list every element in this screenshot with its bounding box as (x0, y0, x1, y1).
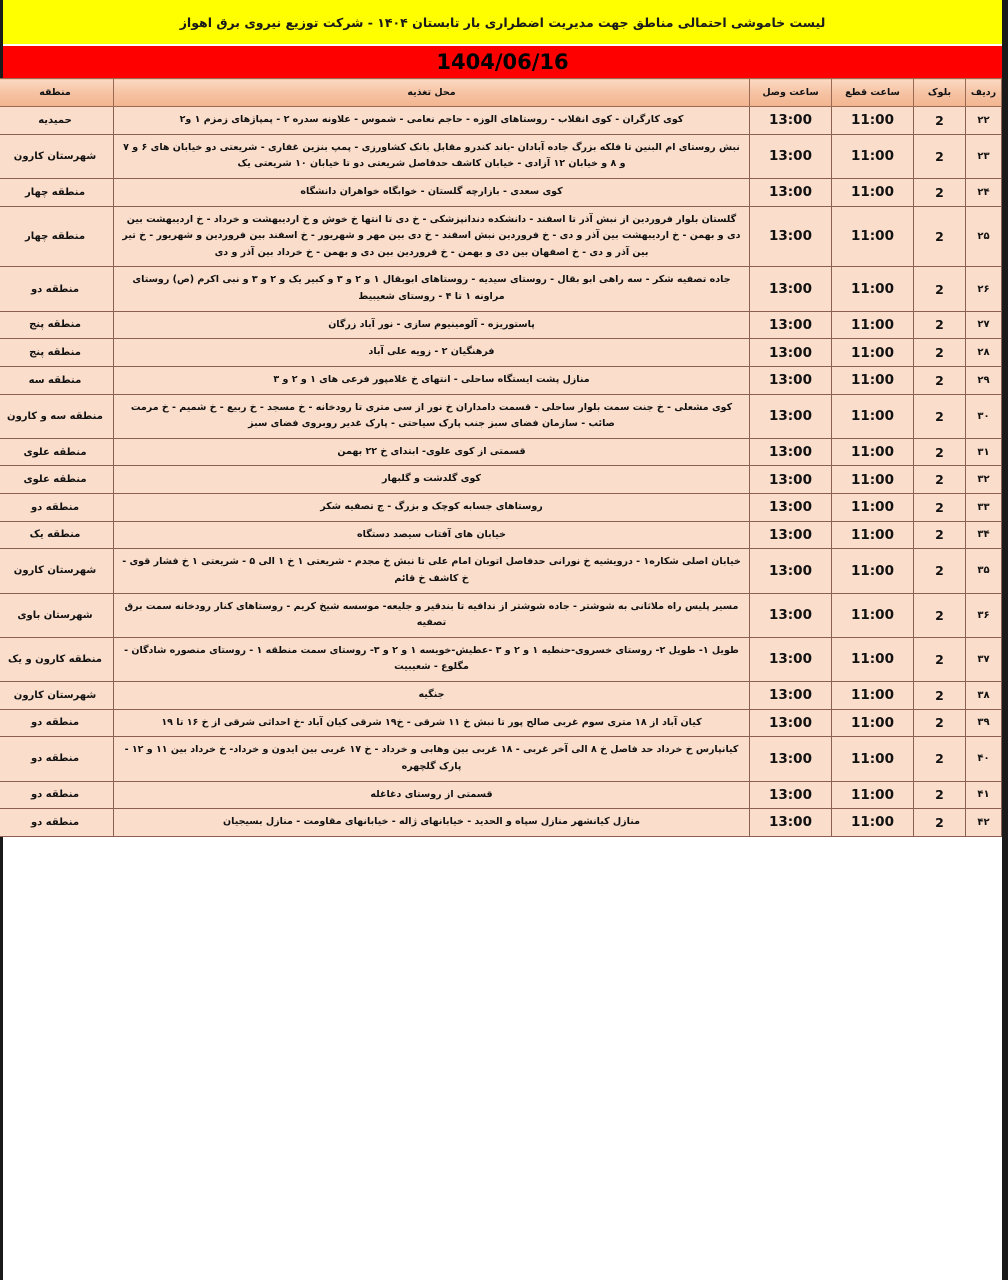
cell-block: 2 (914, 549, 966, 593)
cell-block: 2 (914, 682, 966, 710)
cell-description: کوی مشعلی - خ جنت سمت بلوار ساحلی - قسمت دامداران خ نور از سی متری تا رودخانه - خ مسجد - خ ربیع - خ شمیم - خ مرمت صائب - سازمان فضای سبز جنب پارک سیاحتی - پارک غدیر روبروی فضای سبز (114, 394, 750, 438)
table-header-row (0, 79, 1002, 107)
table-row (0, 809, 1002, 837)
cell-on-time: 13:00 (750, 394, 832, 438)
cell-on-time: 13:00 (750, 107, 832, 135)
cell-block: 2 (914, 809, 966, 837)
cell-description: قسمتی از کوی علوی- ابتدای خ ۲۲ بهمن (114, 438, 750, 466)
page-title: لیست خاموشی احتمالی مناطق جهت مدیریت اضطراری بار تابستان ۱۴۰۴ - شرکت توزیع نیروی برق اهواز (179, 14, 826, 30)
cell-row-number: ۲۸ (966, 339, 1002, 367)
cell-on-time: 13:00 (750, 206, 832, 267)
title-banner (3, 0, 1002, 46)
cell-description: کیانپارس خ خرداد حد فاصل خ ۸ الی آخر غربی - ۱۸ غربی بین وهابی و خرداد - خ ۱۷ غربی بین ایدون و خرداد- خ خرداد بین ۱۱ و ۱۲ - پارک گلچهره (114, 737, 750, 781)
table-row (0, 637, 1002, 681)
table-row (0, 438, 1002, 466)
cell-on-time: 13:00 (750, 781, 832, 809)
cell-row-number: ۳۵ (966, 549, 1002, 593)
cell-row-number: ۴۰ (966, 737, 1002, 781)
table-row (0, 311, 1002, 339)
schedule-date: 1404/06/16 (436, 50, 569, 74)
table-row (0, 339, 1002, 367)
cell-block: 2 (914, 339, 966, 367)
cell-block: 2 (914, 267, 966, 311)
cell-off-time: 11:00 (832, 682, 914, 710)
table-row (0, 366, 1002, 394)
cell-on-time: 13:00 (750, 494, 832, 522)
cell-off-time: 11:00 (832, 366, 914, 394)
cell-off-time: 11:00 (832, 637, 914, 681)
cell-on-time: 13:00 (750, 134, 832, 178)
cell-row-number: ۳۶ (966, 593, 1002, 637)
cell-region: منطقه پنج (0, 339, 114, 367)
cell-block: 2 (914, 107, 966, 135)
table-row (0, 682, 1002, 710)
cell-off-time: 11:00 (832, 178, 914, 206)
cell-description: طویل ۱- طویل ۲- روستای خسروی-حنطیه ۱ و ۲ و ۳ -عطیش-خویسه ۱ و ۲ و ۳- روستای سمت منطقه ۱ - روستای منصوره شادگان - مگلوع - شعیبیت (114, 637, 750, 681)
column-header-row: ردیف (966, 79, 1002, 107)
cell-off-time: 11:00 (832, 267, 914, 311)
cell-off-time: 11:00 (832, 339, 914, 367)
cell-block: 2 (914, 521, 966, 549)
column-header-description: محل تغذیه (114, 79, 750, 107)
cell-on-time: 13:00 (750, 438, 832, 466)
cell-on-time: 13:00 (750, 366, 832, 394)
cell-block: 2 (914, 394, 966, 438)
cell-on-time: 13:00 (750, 682, 832, 710)
cell-on-time: 13:00 (750, 267, 832, 311)
cell-off-time: 11:00 (832, 781, 914, 809)
cell-description: فرهنگیان ۲ - زویه علی آباد (114, 339, 750, 367)
cell-block: 2 (914, 134, 966, 178)
cell-description: پاستوریزه - آلومینیوم سازی - نور آباد زرگان (114, 311, 750, 339)
cell-region: منطقه دو (0, 267, 114, 311)
cell-row-number: ۲۶ (966, 267, 1002, 311)
cell-row-number: ۳۷ (966, 637, 1002, 681)
cell-block: 2 (914, 178, 966, 206)
cell-description: منازل کیانشهر منازل سپاه و الحدید - خیابانهای ژاله - خیابانهای مقاومت - منازل بسیجیان (114, 809, 750, 837)
cell-on-time: 13:00 (750, 521, 832, 549)
cell-region: حمیدیه (0, 107, 114, 135)
cell-region: منطقه علوی (0, 466, 114, 494)
table-row (0, 178, 1002, 206)
cell-on-time: 13:00 (750, 737, 832, 781)
table-row (0, 206, 1002, 267)
cell-row-number: ۳۴ (966, 521, 1002, 549)
cell-description: جاده تصفیه شکر - سه راهی ابو بقال - روستای سیدیه - روستاهای ابوبقال ۱ و ۲ و ۳ و کبیر یک و ۲ و ۳ و نبی اکرم (ص) روستای مراونه ۱ تا ۴ - روستای شعیبیط (114, 267, 750, 311)
cell-region: منطقه چهار (0, 206, 114, 267)
cell-region: منطقه سه (0, 366, 114, 394)
table-row (0, 737, 1002, 781)
cell-description: قسمتی از روستای دغاغله (114, 781, 750, 809)
outage-table (0, 78, 1002, 837)
cell-region: شهرستان کارون (0, 682, 114, 710)
cell-off-time: 11:00 (832, 593, 914, 637)
cell-off-time: 11:00 (832, 809, 914, 837)
cell-off-time: 11:00 (832, 466, 914, 494)
cell-on-time: 13:00 (750, 709, 832, 737)
cell-row-number: ۳۰ (966, 394, 1002, 438)
cell-row-number: ۳۸ (966, 682, 1002, 710)
cell-region: منطقه دو (0, 709, 114, 737)
cell-row-number: ۳۹ (966, 709, 1002, 737)
cell-block: 2 (914, 593, 966, 637)
table-row (0, 521, 1002, 549)
cell-region: منطقه دو (0, 737, 114, 781)
cell-off-time: 11:00 (832, 438, 914, 466)
cell-on-time: 13:00 (750, 339, 832, 367)
cell-block: 2 (914, 781, 966, 809)
cell-region: منطقه دو (0, 494, 114, 522)
column-header-on-time: ساعت وصل (750, 79, 832, 107)
cell-block: 2 (914, 737, 966, 781)
cell-off-time: 11:00 (832, 709, 914, 737)
cell-region: منطقه علوی (0, 438, 114, 466)
cell-block: 2 (914, 494, 966, 522)
cell-row-number: ۳۲ (966, 466, 1002, 494)
cell-on-time: 13:00 (750, 311, 832, 339)
cell-off-time: 11:00 (832, 521, 914, 549)
cell-region: شهرستان کارون (0, 134, 114, 178)
cell-region: شهرستان باوی (0, 593, 114, 637)
cell-block: 2 (914, 366, 966, 394)
cell-row-number: ۳۱ (966, 438, 1002, 466)
cell-region: منطقه چهار (0, 178, 114, 206)
cell-region: منطقه یک (0, 521, 114, 549)
cell-on-time: 13:00 (750, 593, 832, 637)
cell-block: 2 (914, 206, 966, 267)
column-header-block: بلوک (914, 79, 966, 107)
cell-description: منازل پشت ایستگاه ساحلی - انتهای خ غلامپور فرعی های ۱ و ۲ و ۳ (114, 366, 750, 394)
cell-description: نبش روستای ام البنین تا فلکه بزرگ جاده آبادان -باند کندرو مقابل بانک کشاورزی - پمپ بنزین غفاری - شریعتی دو خیابان های ۶ و ۷ و ۸ و خیابان ۱۲ آزادی - خیابان کاشف حدفاصل شریعتی دو تا خیابان ۱۰ شریعتی یک (114, 134, 750, 178)
cell-block: 2 (914, 709, 966, 737)
cell-description: گلستان بلوار فروردین از نبش آذر تا اسفند - دانشکده دندانپزشکی - خ دی تا انتها خ خوش و خ اردیبهشت و خرداد - خ اردیبهشت بین دی و بهمن - خ اردیبهشت بین آذر و دی - خ فروردین نبش اسفند - خ دی بین مهر و شهریور - خ اسفند بین فروردین و شهریور - خ تیر بین آذر و دی - خ اصفهان بین دی و بهمن - خ فروردین بین دی و بهمن - خ خرداد بین آذر و دی (114, 206, 750, 267)
table-row (0, 267, 1002, 311)
table-body (0, 107, 1002, 837)
cell-row-number: ۲۴ (966, 178, 1002, 206)
cell-row-number: ۲۲ (966, 107, 1002, 135)
cell-description: کوی گلدشت و گلبهار (114, 466, 750, 494)
cell-description: جنگیه (114, 682, 750, 710)
cell-row-number: ۳۳ (966, 494, 1002, 522)
cell-off-time: 11:00 (832, 107, 914, 135)
date-banner (3, 46, 1002, 78)
cell-region: منطقه دو (0, 781, 114, 809)
cell-block: 2 (914, 311, 966, 339)
cell-off-time: 11:00 (832, 737, 914, 781)
table-row (0, 394, 1002, 438)
cell-off-time: 11:00 (832, 134, 914, 178)
cell-on-time: 13:00 (750, 178, 832, 206)
cell-region: شهرستان کارون (0, 549, 114, 593)
cell-row-number: ۲۹ (966, 366, 1002, 394)
cell-row-number: ۲۳ (966, 134, 1002, 178)
cell-off-time: 11:00 (832, 206, 914, 267)
cell-block: 2 (914, 466, 966, 494)
cell-on-time: 13:00 (750, 466, 832, 494)
table-row (0, 781, 1002, 809)
table-row (0, 709, 1002, 737)
table-row (0, 134, 1002, 178)
cell-description: کوی کارگران - کوی انقلاب - روستاهای الوزه - حاجم نعامی - شموس - علاونه سدره ۲ - پمپاژهای زمزم ۱ و۲ (114, 107, 750, 135)
cell-off-time: 11:00 (832, 394, 914, 438)
cell-description: روستاهای جسابه کوچک و بزرگ - ج تصفیه شکر (114, 494, 750, 522)
table-row (0, 494, 1002, 522)
cell-off-time: 11:00 (832, 494, 914, 522)
cell-region: منطقه پنج (0, 311, 114, 339)
cell-on-time: 13:00 (750, 549, 832, 593)
table-row (0, 593, 1002, 637)
cell-row-number: ۲۵ (966, 206, 1002, 267)
table-row (0, 549, 1002, 593)
cell-off-time: 11:00 (832, 311, 914, 339)
cell-region: منطقه سه و کارون (0, 394, 114, 438)
cell-row-number: ۴۲ (966, 809, 1002, 837)
column-header-off-time: ساعت قطع (832, 79, 914, 107)
cell-on-time: 13:00 (750, 637, 832, 681)
cell-off-time: 11:00 (832, 549, 914, 593)
cell-description: کوی سعدی - بازارچه گلستان - خوابگاه خواهران دانشگاه (114, 178, 750, 206)
cell-description: کیان آباد از ۱۸ متری سوم غربی صالح پور تا نبش خ ۱۱ شرقی - خ۱۹ شرقی کیان آباد -خ احداثی شرقی از خ ۱۶ تا ۱۹ (114, 709, 750, 737)
cell-region: منطقه دو (0, 809, 114, 837)
cell-block: 2 (914, 637, 966, 681)
cell-description: مسیر پلیس راه ملاثانی به شوشتر - جاده شوشتر از ندافیه تا بندقیر و جلیعه- موسسه شیخ کریم - روستاهای کنار رودخانه سمت برق تصفیه (114, 593, 750, 637)
cell-description: خیابان های آفتاب سیصد دستگاه (114, 521, 750, 549)
table-row (0, 466, 1002, 494)
cell-block: 2 (914, 438, 966, 466)
cell-row-number: ۲۷ (966, 311, 1002, 339)
column-header-region: منطقه (0, 79, 114, 107)
cell-on-time: 13:00 (750, 809, 832, 837)
cell-region: منطقه کارون و یک (0, 637, 114, 681)
table-row (0, 107, 1002, 135)
cell-description: خیابان اصلی شکاره۱ - درویشیه خ نورانی حدفاصل اتوبان امام علی تا نبش خ مجدم - شریعتی ۱ خ ۱ الی ۵ - شریعتی ۱ خ فشار قوی - خ کاشف خ قائم (114, 549, 750, 593)
cell-row-number: ۴۱ (966, 781, 1002, 809)
